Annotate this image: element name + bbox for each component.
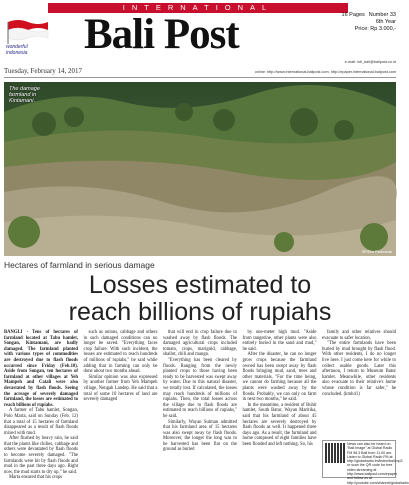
- paragraph: Marta ensured that his crops: [9, 475, 63, 481]
- paragraph: Similarly, Wayan Sulman admitted that his farmland area of 15 hectares was also swept away by flash floods. Moreover, the longer the long was to be harvested has been flat on the ground as buried: [163, 419, 237, 453]
- paragraph: by one-meter high mud. "Aside from tangerine, other plants were also entirely buried in the sand and mud," he said.: [242, 330, 317, 352]
- headline-line-2: reach billions of rupiahs: [68, 298, 332, 326]
- lead-text: BANGLI - Tens of hectares of farmland located at Tabu hamlet, Songan, Kintamani, are badly damaged. The farmland planted with various types of commodities are destroyed due to flash floods occurred since Friday (Feb.10). Aside from Songan, ten hectares of farmland at other villages at Yeh Mampeh and Catali were also devastated by flash floods. Seeing the acreage of severely damaged farmland, the losses are estimated to reach billions of rupiahs.: [4, 330, 78, 408]
- paragraph: After flushed by heavy rain, he said that the plants like chilies, cabbage and others were devastated by flash floods to become severely damaged. "The farmlands were hit by flash floods and mud in the past three days ago. Right now, the mud starts to dry up," he said.: [4, 436, 78, 475]
- paragraph: A farmer of Tabu hamlet, Songan, Polo Marta, said on Sunday (Feb. 12) that a total of 15 hectares of farmland disappeared as a result of flash floods mixed with mud.: [4, 408, 78, 436]
- article-body: [4, 330, 409, 485]
- wonderful-indonesia-tagline: wonderful indonesia: [6, 44, 28, 56]
- lead-paragraph: [4, 330, 78, 408]
- online-links[interactable]: online: http://www.international.balipost.com, http://epaper.international.balipost.com: [254, 70, 396, 74]
- newspaper-title: Bali Post: [84, 11, 239, 58]
- article-column-1: [4, 330, 78, 481]
- article-column-3: [163, 330, 237, 453]
- article-column-2: [84, 330, 158, 403]
- paragraph: family and other relatives should evacuate to safer location.: [322, 330, 396, 341]
- photo-caption: The damage farmland in Kintamani.: [9, 86, 40, 104]
- radio-promo-text: News can also be heard on "Bali Image" at Global Radio FM 98.3 Bali from 11.00 am. Listen to Global Radio FM at http://globalradio.fm/listen/bali.mp3 or scan the QR code for free video streaming at http://www.balipost.com/epaper and follow us at http://youtube.com/channel/globalradio: [347, 442, 409, 485]
- qr-code-icon[interactable]: [325, 443, 345, 463]
- damaged-farmland-photo: [4, 82, 396, 256]
- indonesia-flag-logo: [4, 18, 50, 56]
- issue-number: Number 33: [368, 12, 396, 18]
- flag-icon: [4, 18, 50, 44]
- headline-line-1: Losses estimated to: [88, 271, 312, 299]
- paragraph: In the meantime, a resident of Buhit hamlet, South Batur, Wayan Maritika, said that his farmland of about 45 hectares are severely destroyed by flash floods as well. It happened three days ago. As a result, the farmland and home composed of eight families have been flooded and left nothing. So, his: [242, 402, 317, 447]
- paragraph: "Everything has been cleared by floods. Ranging from the newly planted crops to those having been ready to be harvested was swept away by water. Due to this natural disaster, we totally lost. If calculated, the losses may reach hundreds of millions of rupiahs. Then, the total losses across the village due to flash floods are estimated to reach billions of rupiahs," he said.: [163, 357, 237, 419]
- page-count: 16 Pages: [341, 12, 365, 18]
- international-banner: INTERNATIONAL: [48, 3, 348, 13]
- article-headline: [4, 272, 396, 326]
- paragraph: "The entire farmlands have been buried by mud brought by flash flood. With other residents, I do no longer live here. I just come here for while to collect usable goods. Later this afternoon, I return to Museum Batur hamlet. Meanwhile, other residents also evacuate to their relative's home whose condition is far safer," he concluded. (kmb41): [322, 341, 396, 397]
- edition-info: [334, 12, 396, 33]
- masthead: [0, 0, 400, 75]
- article-column-4: [243, 330, 317, 447]
- photo-credit: BP/Eka Parananda: [362, 250, 392, 254]
- masthead-divider: [4, 77, 396, 78]
- main-photo: [4, 82, 396, 256]
- article-column-5: [322, 330, 396, 397]
- paragraph: After the disaster, he can no longer grow crops because the farmland owned has been swept away by flash floods bringing mud, sand, trees and other materials. "For the time being, we cannot do farming because all the plants were washed away by the floods. Probably, we can only on farm in next two months," he said.: [242, 352, 317, 403]
- email-contact[interactable]: e-mail: intl_bali@balipost.co.id: [344, 60, 396, 64]
- radio-promo-box: [322, 440, 409, 485]
- edition-year: 6th Year: [375, 19, 396, 25]
- paragraph: that will end in crop failure due to washed away by flash floods. The damaged agricultural crops included tomato, crops, marigold, cabbage, shallot, chili and mango.: [163, 330, 237, 358]
- article-kicker: Hectares of farmland in serious damage: [4, 260, 155, 270]
- paragraph: such as onions, cabbage and others in such damaged conditions can no longer be saved. "Everything faces crop failure. With such incident, the losses are estimated to reach hundreds of millions of rupiahs," he said while adding that in farming can only be done about two months ahead.: [83, 330, 158, 375]
- price: Price: Rp 3.000,-: [354, 26, 396, 32]
- paragraph: Similar opinion was also expressed by another farmer from Yeh Mampeh village, Nengah Landep. He said that a total of some 10 hectares of land are severely damaged: [83, 374, 158, 403]
- issue-date: Tuesday, February 14, 2017: [4, 67, 83, 75]
